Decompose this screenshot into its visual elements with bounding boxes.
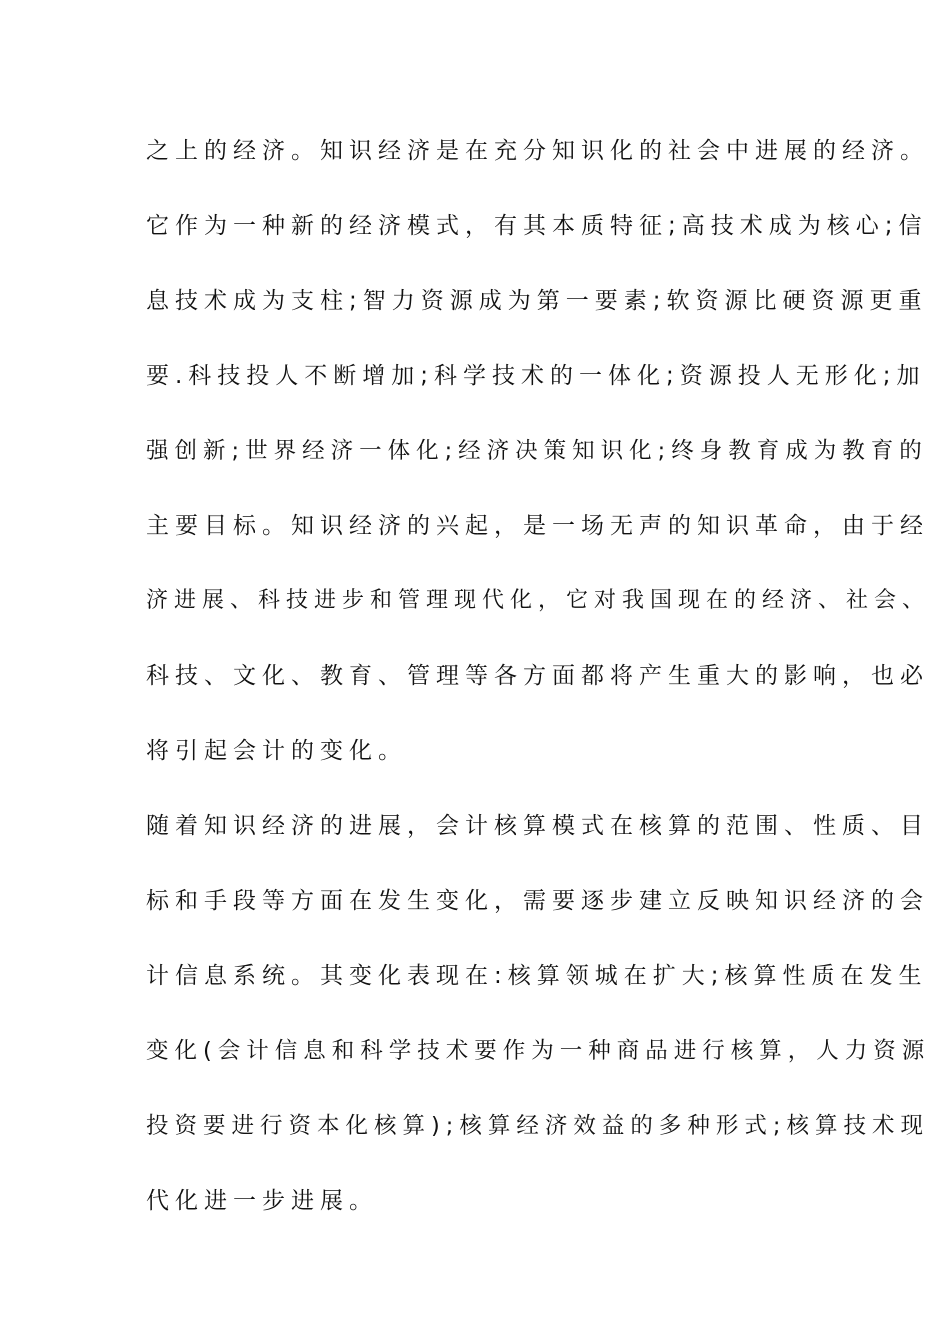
paragraph-line: 随着知识经济的进展，会计核算模式在核算的范围、性质、目 [146,813,929,839]
paragraph-line: 计信息系统。其变化表现在:核算领城在扩大;核算性质在发生 [146,963,928,989]
paragraph-line: 它作为一种新的经济模式，有其本质特征;高技术成为核心;信 [146,213,928,239]
paragraph-line: 科技、文化、教育、管理等各方面都将产生重大的影响，也必 [146,663,929,689]
paragraph-line: 标和手段等方面在发生变化，需要逐步建立反映知识经济的会 [146,888,929,914]
paragraph-line: 济进展、科技进步和管理现代化，它对我国现在的经济、社会、 [146,588,931,613]
paragraph-line: 变化(会计信息和科学技术要作为一种商品进行核算，人力资源 [146,1038,931,1064]
paragraph-line: 息技术成为支柱;智力资源成为第一要素;软资源比硬资源更重 [146,288,928,314]
paragraph-line: 要.科技投人不断增加;科学技术的一体化;资源投人无形化;加 [146,363,926,389]
paragraph-line: 投资要进行资本化核算);核算经济效益的多种形式;核算技术现 [146,1113,929,1139]
paragraph-line: 主要目标。知识经济的兴起，是一场无声的知识革命，由于经 [146,513,929,539]
paragraph-line: 将引起会计的变化。 [146,738,407,764]
paragraph-line: 之上的经济。知识经济是在充分知识化的社会中进展的经济。 [146,138,929,164]
paragraph-line: 强创新;世界经济一体化;经济决策知识化;终身教育成为教育的 [146,438,928,464]
paragraph-line: 代化进一步进展。 [146,1188,378,1214]
